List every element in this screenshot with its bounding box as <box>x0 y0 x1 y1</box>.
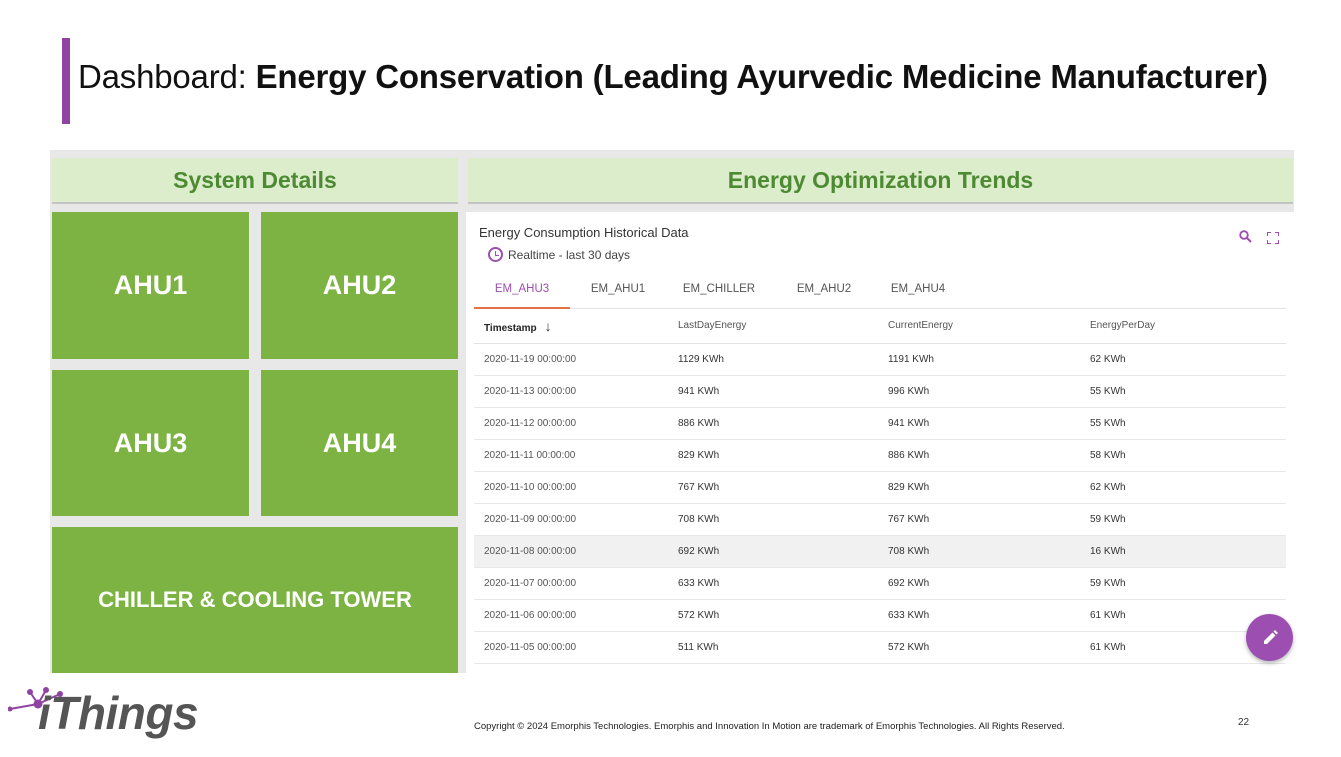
cell-current-energy: 708 KWh <box>878 535 1080 567</box>
cell-timestamp: 2020-11-10 00:00:00 <box>474 471 668 503</box>
cell-current-energy: 941 KWh <box>878 407 1080 439</box>
cell-energy-per-day: 62 KWh <box>1080 343 1286 375</box>
table-row[interactable] <box>474 407 1286 439</box>
cell-current-energy: 767 KWh <box>878 503 1080 535</box>
table-row[interactable] <box>474 503 1286 535</box>
page-number: 22 <box>1238 717 1250 728</box>
copyright-notice: Copyright © 2024 Emorphis Technologies. Emorphis and Innovation In Motion are trademark of Emorphis Technologies. All Rights Reserved. <box>474 721 1065 732</box>
table-row[interactable] <box>474 471 1286 503</box>
system-details-header: System Details <box>52 158 458 204</box>
logo-text: iThings <box>38 687 199 739</box>
cell-current-energy: 572 KWh <box>878 631 1080 663</box>
cell-energy-per-day: 59 KWh <box>1080 503 1286 535</box>
cell-energy-per-day: 55 KWh <box>1080 375 1286 407</box>
cell-current-energy: 996 KWh <box>878 375 1080 407</box>
cell-current-energy: 1191 KWh <box>878 343 1080 375</box>
cell-energy-per-day: 58 KWh <box>1080 439 1286 471</box>
cell-timestamp: 2020-11-09 00:00:00 <box>474 503 668 535</box>
slide-title <box>78 58 1268 96</box>
cell-energy-per-day: 61 KWh <box>1080 599 1286 631</box>
tile-ahu1[interactable]: AHU1 <box>52 212 249 359</box>
cell-current-energy: 692 KWh <box>878 567 1080 599</box>
search-icon[interactable] <box>1239 230 1252 246</box>
cell-timestamp: 2020-11-08 00:00:00 <box>474 535 668 567</box>
cell-energy-per-day: 59 KWh <box>1080 567 1286 599</box>
energy-history-panel <box>466 212 1294 673</box>
column-header-last-day-energy[interactable]: LastDayEnergy <box>668 309 878 343</box>
tab-em-ahu1[interactable]: EM_AHU1 <box>590 283 646 295</box>
title-accent-bar <box>62 38 70 124</box>
clock-icon <box>488 247 503 262</box>
table-row[interactable] <box>474 535 1286 567</box>
cell-timestamp: 2020-11-05 00:00:00 <box>474 631 668 663</box>
table-row[interactable] <box>474 599 1286 631</box>
cell-last-day-energy: 1129 KWh <box>668 343 878 375</box>
table-header-row <box>474 309 1286 343</box>
dashboard <box>50 150 1294 673</box>
tile-chiller-cooling-tower[interactable]: CHILLER & COOLING TOWER <box>52 527 458 673</box>
table-row[interactable] <box>474 439 1286 471</box>
tab-em-ahu2[interactable]: EM_AHU2 <box>796 283 852 295</box>
column-header-current-energy[interactable]: CurrentEnergy <box>878 309 1080 343</box>
cell-last-day-energy: 633 KWh <box>668 567 878 599</box>
table-row[interactable] <box>474 567 1286 599</box>
cell-current-energy: 886 KWh <box>878 439 1080 471</box>
panel-title: Energy Consumption Historical Data <box>479 225 689 240</box>
tab-em-chiller[interactable]: EM_CHILLER <box>682 283 756 295</box>
cell-current-energy: 633 KWh <box>878 599 1080 631</box>
cell-timestamp: 2020-11-13 00:00:00 <box>474 375 668 407</box>
cell-energy-per-day: 16 KWh <box>1080 535 1286 567</box>
tile-ahu2[interactable]: AHU2 <box>261 212 458 359</box>
cell-timestamp: 2020-11-11 00:00:00 <box>474 439 668 471</box>
cell-last-day-energy: 572 KWh <box>668 599 878 631</box>
ithings-logo <box>8 684 218 750</box>
cell-energy-per-day: 61 KWh <box>1080 631 1286 663</box>
cell-last-day-energy: 829 KWh <box>668 439 878 471</box>
cell-current-energy: 829 KWh <box>878 471 1080 503</box>
fullscreen-icon[interactable] <box>1267 232 1279 244</box>
time-window-label: Realtime - last 30 days <box>508 247 631 262</box>
tile-ahu3[interactable]: AHU3 <box>52 370 249 516</box>
tab-bar <box>474 274 1286 309</box>
cell-timestamp: 2020-11-12 00:00:00 <box>474 407 668 439</box>
cell-timestamp: 2020-11-06 00:00:00 <box>474 599 668 631</box>
cell-last-day-energy: 886 KWh <box>668 407 878 439</box>
energy-trends-header: Energy Optimization Trends <box>468 158 1293 204</box>
tab-em-ahu4[interactable]: EM_AHU4 <box>890 283 946 295</box>
edit-fab-button[interactable] <box>1246 614 1293 661</box>
sort-down-arrow-icon[interactable]: ↓ <box>544 317 552 334</box>
tab-em-ahu3[interactable]: EM_AHU3 <box>474 274 570 309</box>
column-header-timestamp[interactable] <box>474 309 668 343</box>
cell-timestamp: 2020-11-07 00:00:00 <box>474 567 668 599</box>
table-row[interactable] <box>474 375 1286 407</box>
cell-last-day-energy: 708 KWh <box>668 503 878 535</box>
cell-last-day-energy: 692 KWh <box>668 535 878 567</box>
column-header-energy-per-day[interactable]: EnergyPerDay <box>1080 309 1286 343</box>
cell-timestamp: 2020-11-19 00:00:00 <box>474 343 668 375</box>
cell-energy-per-day: 55 KWh <box>1080 407 1286 439</box>
cell-last-day-energy: 511 KWh <box>668 631 878 663</box>
table-row[interactable] <box>474 343 1286 375</box>
table-row[interactable] <box>474 631 1286 663</box>
tile-ahu4[interactable]: AHU4 <box>261 370 458 516</box>
time-window-selector[interactable] <box>488 247 630 262</box>
cell-energy-per-day: 62 KWh <box>1080 471 1286 503</box>
slide-title-prefix: Dashboard: <box>78 58 256 95</box>
cell-last-day-energy: 767 KWh <box>668 471 878 503</box>
cell-last-day-energy: 941 KWh <box>668 375 878 407</box>
energy-table <box>474 309 1286 664</box>
slide-title-main: Energy Conservation (Leading Ayurvedic Medicine Manufacturer) <box>255 58 1268 95</box>
edit-pencil-icon <box>1261 629 1279 647</box>
column-header-label: Timestamp <box>484 322 537 334</box>
